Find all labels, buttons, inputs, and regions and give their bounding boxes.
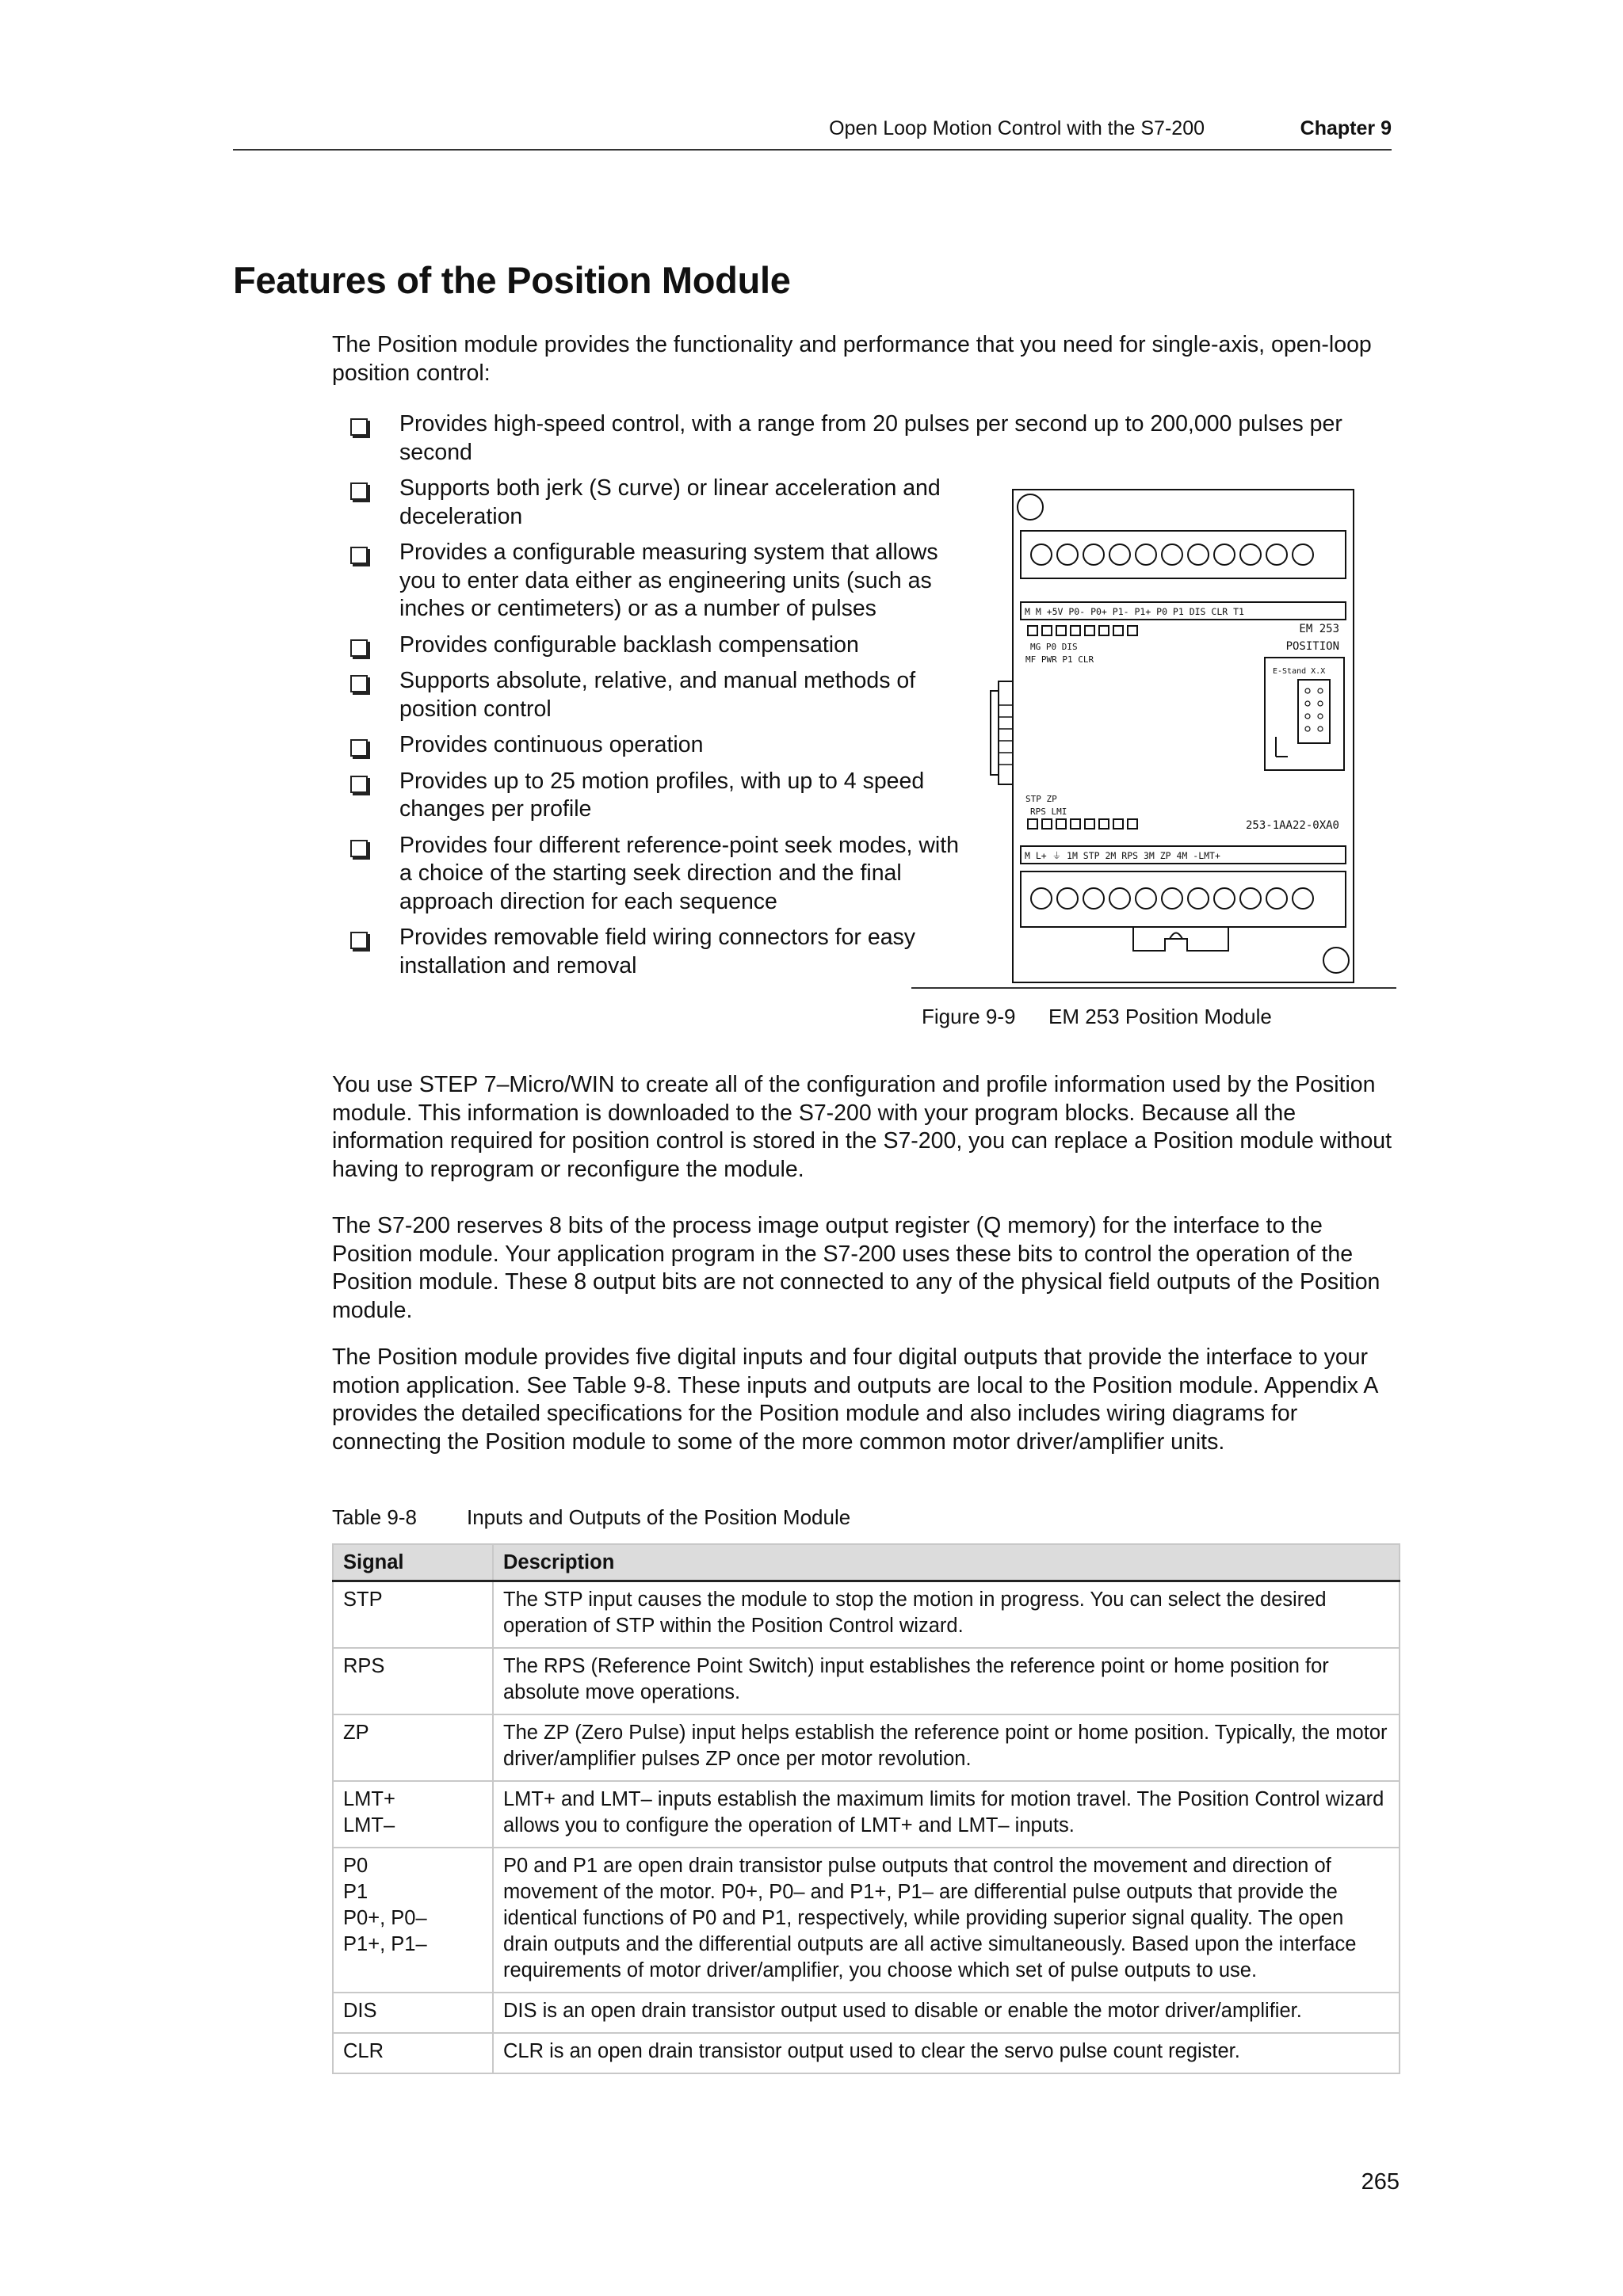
- signal-name: P1+, P1‒: [343, 1933, 427, 1955]
- signal-name: P0: [343, 1855, 369, 1877]
- signal-name: STP: [343, 1589, 383, 1611]
- body-paragraph: The S7-200 reserves 8 bits of the process image output register (Q memory) for the interface to the Position module. Your application program in the S7-200 uses these bits to control the operation of the Position module. These 8 output bits are not connected to any of the physical field outputs of the Position module.: [332, 1213, 1381, 1323]
- page-number: 265: [1361, 2169, 1400, 2195]
- description-cell: LMT+ and LMT‒ inputs establish the maximum limits for motion travel. The Position Control wizard allows you to configure the operation of LMT+ and LMT‒ inputs.: [493, 1781, 1400, 1848]
- em253-figure: [911, 483, 1395, 990]
- led-labels-row2: MF PWR P1 CLR: [1025, 654, 1094, 665]
- list-item-text: Provides removable field wiring connectors for easy installation and removal: [399, 925, 916, 978]
- checkbox-bullet-icon: [350, 739, 368, 757]
- type-label: POSITION: [1285, 640, 1339, 653]
- signal-name: DIS: [343, 2000, 377, 2022]
- intro-paragraph: The Position module provides the functionality and performance that you need for single-axis, open-loop position control:: [332, 332, 1372, 386]
- list-item: [350, 832, 959, 917]
- checkbox-bullet-icon: [350, 482, 368, 500]
- table-row: [333, 1781, 1400, 1848]
- model-label: EM 253: [1299, 623, 1339, 635]
- table-row: [333, 2033, 1400, 2073]
- signal-name: LMT‒: [343, 1814, 395, 1836]
- checkbox-bullet-icon: [350, 776, 368, 793]
- signal-name: LMT+: [343, 1788, 395, 1810]
- running-title: Open Loop Motion Control with the S7-200: [829, 117, 1205, 139]
- checkbox-bullet-icon: [350, 932, 368, 949]
- list-item: [350, 410, 1404, 467]
- description-cell: The STP input causes the module to stop the motion in progress. You can select the desired operation of STP within the Position Control wizard.: [493, 1581, 1400, 1649]
- led-labels-row3: STP ZP: [1025, 794, 1057, 804]
- column-header-signal: Signal: [333, 1544, 493, 1581]
- description-cell: P0 and P1 are open drain transistor pulse outputs that control the movement and direction of movement of the motor. P0+, P0‒ and P1+, P1‒ are differential pulse outputs that provide the identical functions of P0 and P1, respectively, while providing superior signal quality. The open drain outputs and the differential outputs are all active simultaneously. Based upon the interface requirements of motor driver/amplifier, you choose which set of pulse outputs to use.: [493, 1848, 1400, 1993]
- list-item-text: Provides a configurable measuring system that allows you to enter data either as engineering units (such as inches or centimeters) or as a number of pulses: [399, 540, 938, 621]
- signal-name: CLR: [343, 2040, 384, 2062]
- list-item: [350, 539, 959, 624]
- status-leds-top: [1028, 626, 1137, 635]
- signal-cell: [333, 2033, 493, 2073]
- top-terminal-labels: M M +5V P0- P0+ P1- P1+ P0 P1 DIS CLR T1: [1025, 606, 1244, 617]
- table-row: [333, 1714, 1400, 1781]
- signal-cell: [333, 1781, 493, 1848]
- signal-cell: [333, 1714, 493, 1781]
- body-paragraph: The Position module provides five digital inputs and four digital outputs that provide the interface to your motion application. See Table 9-8. These inputs and outputs are local to the Position module. Appendix A provides the detailed specifications for the Position module and also includes wiring diagrams for connecting the Position module to some of the more common motor driver/amplifier units.: [332, 1344, 1377, 1455]
- bottom-terminal-labels: M L+ ⏚ 1M STP 2M RPS 3M ZP 4M -LMT+: [1025, 850, 1220, 861]
- signal-name: RPS: [343, 1655, 385, 1677]
- list-item-text: Provides four different reference-point seek modes, with a choice of the starting seek direction and the final approach direction for each sequence: [399, 832, 960, 914]
- checkbox-bullet-icon: [350, 639, 368, 657]
- list-item-text: Provides configurable backlash compensation: [399, 631, 859, 658]
- signal-name: ZP: [343, 1722, 369, 1744]
- figure-rule: [911, 987, 1396, 989]
- mounting-hole-bottom: [1323, 948, 1349, 973]
- table-row: [333, 1581, 1400, 1649]
- connector-pins: [1305, 688, 1323, 731]
- stand-label: E-Stand X.X: [1273, 667, 1326, 676]
- signal-name: P1: [343, 1881, 369, 1903]
- list-item-text: Provides continuous operation: [399, 732, 704, 757]
- checkbox-bullet-icon: [350, 418, 368, 436]
- em253-module-drawing: [911, 483, 1395, 990]
- table-row: [333, 1848, 1400, 1993]
- list-item: [350, 731, 959, 760]
- chapter-number: 9: [1381, 117, 1392, 139]
- chapter-tag: [1300, 117, 1392, 140]
- top-terminal-screws: [1031, 544, 1313, 565]
- order-number-label: 253-1AA22-0XA0: [1245, 819, 1339, 832]
- description-cell: The RPS (Reference Point Switch) input establishes the reference point or home position for absolute move operations.: [493, 1648, 1400, 1714]
- section-title: Features of the Position Module: [233, 259, 791, 301]
- running-header: [233, 117, 1392, 151]
- description-cell: The ZP (Zero Pulse) input helps establish the reference point or home position. Typically, the motor driver/amplifier pulses ZP once per motor revolution.: [493, 1714, 1400, 1781]
- list-item: [350, 924, 959, 980]
- table-row: [333, 1648, 1400, 1714]
- signal-cell: [333, 1848, 493, 1993]
- column-header-description: Description: [493, 1544, 1400, 1581]
- list-item: [350, 631, 959, 660]
- list-item: [350, 475, 959, 531]
- signal-name: P0+, P0‒: [343, 1907, 427, 1929]
- checkbox-bullet-icon: [350, 675, 368, 692]
- figure-caption: [922, 1005, 1272, 1029]
- bottom-terminal-screws: [1031, 888, 1313, 909]
- list-item: [350, 768, 959, 824]
- table-number: Table 9-8: [332, 1505, 417, 1529]
- signal-cell: [333, 1648, 493, 1714]
- mounting-hole-top: [1018, 494, 1043, 520]
- bottom-latch: [1133, 927, 1228, 951]
- list-item: [350, 667, 959, 723]
- table-header-row: [333, 1544, 1400, 1581]
- table-title: Inputs and Outputs of the Position Module: [467, 1505, 851, 1529]
- description-cell: CLR is an open drain transistor output used to clear the servo pulse count register.: [493, 2033, 1400, 2073]
- table-row: [333, 1993, 1400, 2033]
- signals-table: [332, 1543, 1400, 2074]
- description-cell: DIS is an open drain transistor output used to disable or enable the motor driver/amplifier.: [493, 1993, 1400, 2033]
- list-item-text: Provides up to 25 motion profiles, with up to 4 speed changes per profile: [399, 768, 925, 822]
- figure-caption-text: EM 253 Position Module: [1048, 1005, 1272, 1028]
- list-item-text: Provides high-speed control, with a range from 20 pulses per second up to 200,000 pulses per second: [399, 411, 1342, 465]
- signal-cell: [333, 1581, 493, 1649]
- checkbox-bullet-icon: [350, 840, 368, 857]
- signal-cell: [333, 1993, 493, 2033]
- chapter-label: Chapter: [1300, 117, 1376, 139]
- figure-number: Figure 9-9: [922, 1005, 1016, 1028]
- checkbox-bullet-icon: [350, 547, 368, 564]
- list-item-text: Supports both jerk (S curve) or linear acceleration and deceleration: [399, 475, 941, 529]
- status-leds-bottom: [1028, 819, 1137, 829]
- led-labels-row4: RPS LMI: [1030, 807, 1067, 817]
- list-item-text: Supports absolute, relative, and manual methods of position control: [399, 668, 916, 722]
- body-paragraph: You use STEP 7‒Micro/WIN to create all of the configuration and profile information used by the Position module. This information is downloaded to the S7-200 with your program blocks. Because all the information required for position control is stored in the S7-200, you can replace a Position module without having to reprogram or reconfigure the module.: [332, 1072, 1392, 1182]
- bottom-terminal-block: [1021, 871, 1346, 927]
- table-caption: [332, 1505, 850, 1530]
- led-labels-row1: MG P0 DIS: [1030, 642, 1078, 652]
- expansion-connector: [1298, 680, 1330, 743]
